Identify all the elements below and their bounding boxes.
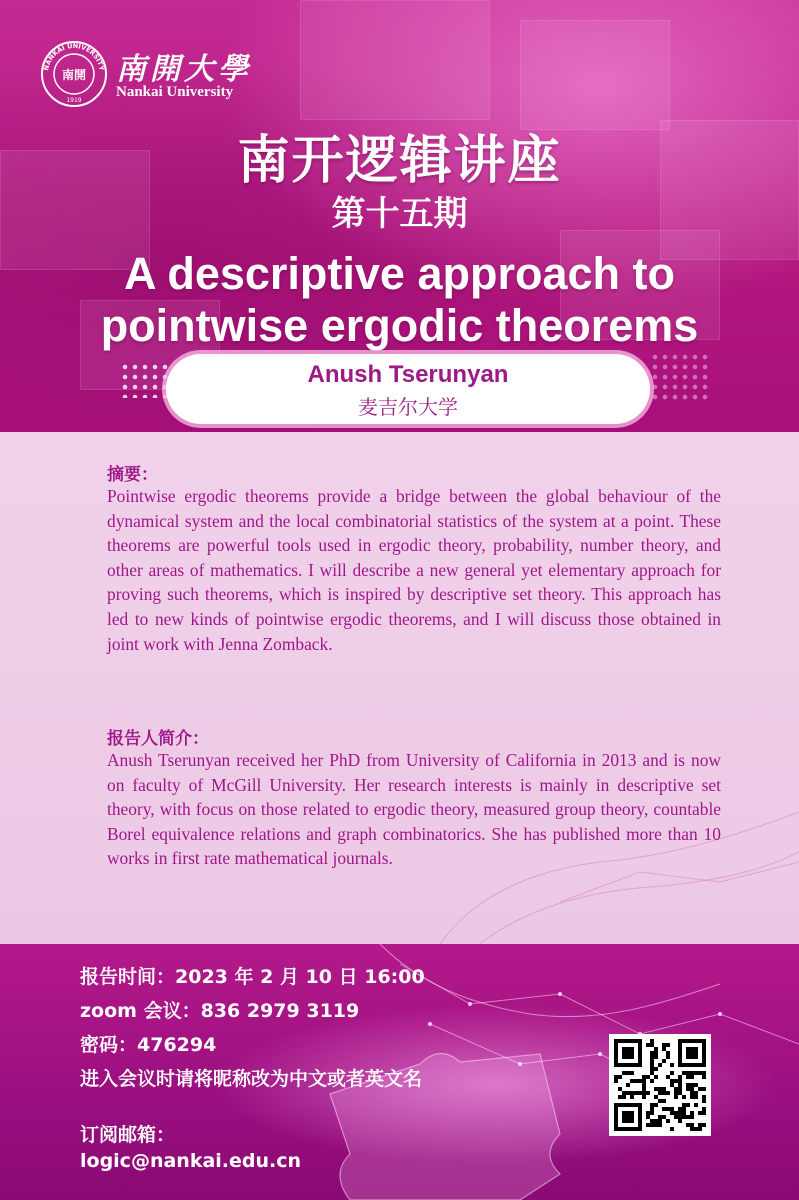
abstract-heading: 摘要： (107, 465, 158, 485)
join-note: 进入会议时请将昵称改为中文或者英文名 (80, 1068, 423, 1090)
decor-block (300, 0, 490, 120)
svg-text:1919: 1919 (66, 97, 82, 104)
talk-title-line2: pointwise ergodic theorems (100, 300, 699, 351)
speaker-box (166, 354, 650, 424)
zoom-meeting-id: zoom 会议：836 2979 3119 (80, 1000, 360, 1022)
poster-header (0, 0, 799, 432)
logo-english-name: Nankai University (116, 84, 234, 100)
decor-dots (120, 362, 168, 398)
series-title: 南开逻辑讲座 (237, 131, 562, 191)
logo-chinese-name: 南開大學 (116, 52, 252, 87)
decor-block (520, 20, 670, 130)
qr-pattern (614, 1039, 706, 1131)
talk-title-line1: A descriptive approach to (124, 248, 675, 299)
content-panel (0, 432, 799, 944)
mail-address[interactable]: logic@nankai.edu.cn (80, 1150, 302, 1172)
nankai-logo-icon (40, 40, 108, 108)
bio-heading: 报告人简介： (107, 729, 209, 749)
svg-text:南開: 南開 (61, 68, 87, 82)
bio-text: Anush Tserunyan received her PhD from University of California in 2013 and is now on faculty of McGill University. Her research interests is mainly in descriptive set theory, with focus on those related to ergodic theory, measured group theory, countable Borel equivalence relations and graph combinatorics. She has published more than 10 works in first rate mathematical journals. (107, 750, 721, 869)
issue-number: 第十五期 (331, 194, 468, 234)
speaker-name: Anush Tserunyan (307, 361, 509, 388)
svg-text:NANKAI UNIVERSITY: NANKAI UNIVERSITY (42, 41, 106, 72)
mail-label: 订阅邮箱： (80, 1124, 176, 1146)
abstract-text: Pointwise ergodic theorems provide a bridge between the global behaviour of the dynamical system and the local combinatorial statistics of the system at a point. These theorems are powerful tools used in ergodic theory, probability, number theory, and other areas of mathematics. I will describe a new general yet elementary approach for proving such theorems, which is inspired by descriptive set theory. This approach has led to new kinds of pointwise ergodic theorems, and I will discuss those obtained in joint work with Jenna Zomback. (107, 486, 721, 654)
talk-title (0, 248, 799, 352)
event-time: 报告时间：2023 年 2 月 10 日 16:00 (80, 966, 425, 988)
decor-dots (650, 352, 710, 402)
speaker-affiliation: 麦吉尔大学 (358, 395, 458, 419)
qr-code-icon[interactable] (609, 1034, 711, 1136)
meeting-password: 密码：476294 (80, 1034, 217, 1056)
